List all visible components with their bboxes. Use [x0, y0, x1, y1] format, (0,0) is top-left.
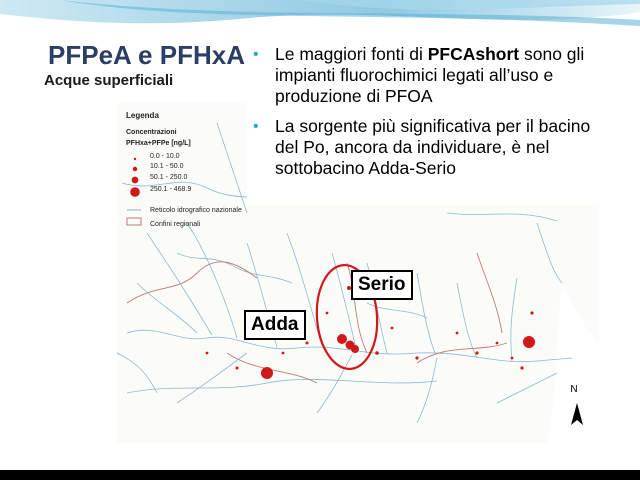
bullet-text: La sorgente più significativa per il bacino del Po, ancora da individuare, è nel sottobacino Adda-Serio — [275, 116, 591, 178]
bullet-marker-icon: • — [253, 118, 259, 135]
bullet-text: Le maggiori fonti di — [275, 44, 428, 64]
callout-adda: Adda — [244, 310, 306, 340]
bullet-box — [247, 42, 601, 205]
bullet-marker-icon: • — [253, 46, 259, 63]
slide-subtitle: Acque superficiali — [44, 72, 174, 89]
callout-serio: Serio — [351, 270, 413, 300]
legend-river-network: Reticolo idrografico nazionale — [150, 207, 242, 214]
bullet-item — [253, 44, 593, 107]
bullet-bold-text: PFCAshort — [427, 44, 520, 64]
map-legend — [124, 110, 244, 238]
legend-class-1: 0.0 - 10.0 — [150, 153, 180, 160]
legend-section: Concentrazioni — [126, 129, 177, 136]
bullet-item — [253, 116, 593, 179]
legend-class-2: 10.1 - 50.0 — [150, 163, 184, 170]
north-label: N — [570, 384, 578, 395]
legend-class-4: 250.1 - 468.9 — [150, 186, 192, 193]
bullet-text: sono gli impianti fluorochimici legati all’uso e produzione di PFOA — [275, 44, 585, 106]
legend-parameter: PFHxa+PFPe [ng/L] — [126, 140, 191, 147]
bottom-bar — [0, 470, 640, 480]
slide-title: PFPeA e PFHxA — [48, 40, 245, 70]
legend-regional-borders: Confini regionali — [150, 221, 201, 228]
legend-class-3: 50.1 - 250.0 — [150, 174, 188, 181]
legend-title: Legenda — [126, 111, 159, 120]
